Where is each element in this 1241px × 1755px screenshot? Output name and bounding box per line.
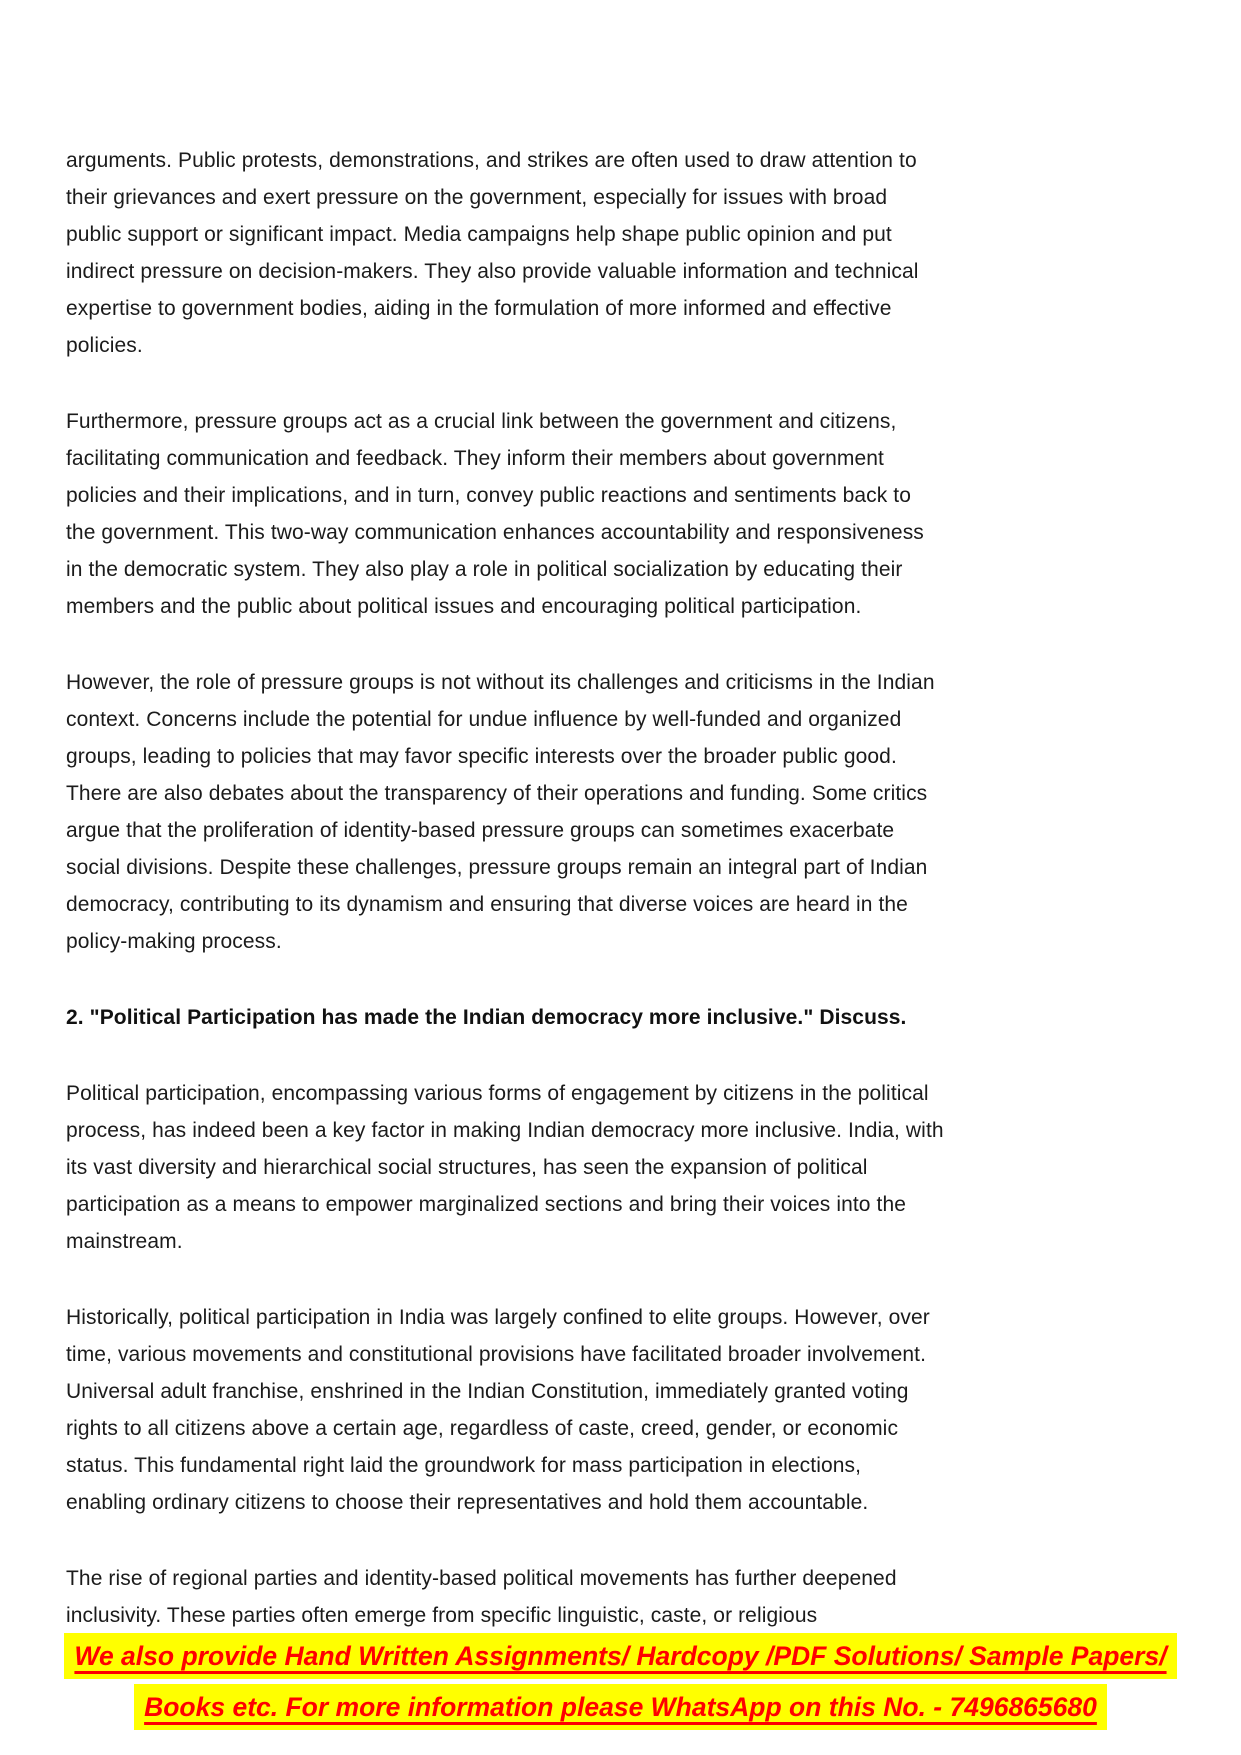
- body-paragraph: Political participation, encompassing various forms of engagement by citizens in the political process, has indeed been a key factor in making Indian democracy more inclusive. India, with its vast diversity and hierarchical social structures, has seen the expansion of political participation as a means to empower marginalized sections and bring their voices into the mainstream.: [66, 1082, 944, 1253]
- body-paragraph: Historically, political participation in India was largely confined to elite groups. However, over time, various movements and constitutional provisions have facilitated broader involvement. Universal adult franchise, enshrined in the Indian Constitution, immediately granted voting rights to all citizens above a certain age, regardless of caste, creed, gender, or economic status. This fundamental right laid the groundwork for mass participation in elections, enabling ordinary citizens to choose their representatives and hold them accountable.: [66, 1306, 930, 1514]
- body-paragraph: However, the role of pressure groups is not without its challenges and criticisms in the Indian context. Concerns include the potential for undue influence by well-funded and organized groups, leading to policies that may favor specific interests over the broader public good. There are also debates about the transparency of their operations and funding. Some critics argue that the proliferation of identity-based pressure groups can sometimes exacerbate social divisions. Despite these challenges, pressure groups remain an integral part of Indian democracy, contributing to its dynamism and ensuring that diverse voices are heard in the policy-making process.: [66, 671, 935, 953]
- document-body: [66, 142, 1201, 1673]
- promo-footer-text-1: We also provide Hand Written Assignments/ Hardcopy /PDF Solutions/ Sample Papers/: [64, 1633, 1176, 1679]
- question-heading: 2. "Political Participation has made the Indian democracy more inclusive." Discuss.: [66, 1006, 907, 1029]
- promo-footer-line-2: [0, 1684, 1241, 1735]
- body-paragraph: The rise of regional parties and identity-based political movements has further deepened inclusivity. These parties often emerge from specific linguistic, caste, or religious: [66, 1567, 897, 1627]
- body-paragraph: arguments. Public protests, demonstrations, and strikes are often used to draw attention to their grievances and exert pressure on the government, especially for issues with broad public support or significant impact. Media campaigns help shape public opinion and put indirect pressure on decision-makers. They also provide valuable information and technical expertise to government bodies, aiding in the formulation of more informed and effective policies.: [66, 149, 919, 357]
- promo-footer: [0, 1633, 1241, 1735]
- promo-footer-line-1: [0, 1633, 1241, 1684]
- promo-footer-text-2: Books etc. For more information please WhatsApp on this No. - 7496865680: [134, 1684, 1107, 1730]
- body-paragraph: Furthermore, pressure groups act as a crucial link between the government and citizens, facilitating communication and feedback. They inform their members about government policies and their implications, and in turn, convey public reactions and sentiments back to the government. This two-way communication enhances accountability and responsiveness in the democratic system. They also play a role in political socialization by educating their members and the public about political issues and encouraging political participation.: [66, 410, 924, 618]
